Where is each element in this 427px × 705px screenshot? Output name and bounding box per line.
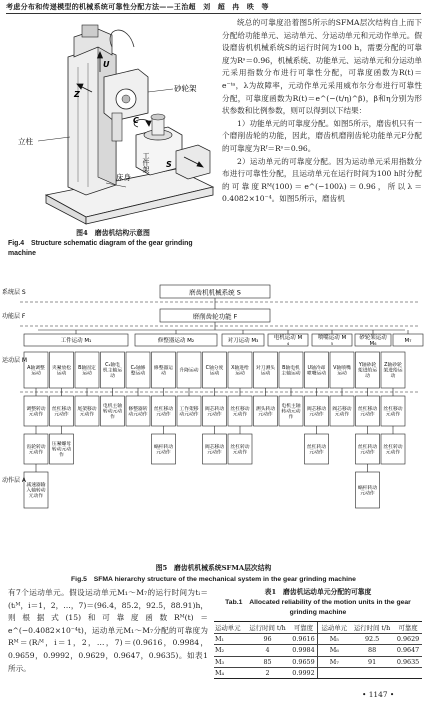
- motion-unit-label: M₇: [404, 337, 412, 344]
- submotion-unit-label: 运动: [260, 371, 271, 377]
- action-unit-label: 测头转动: [255, 406, 276, 412]
- paragraph: 2）运动单元的可靠度分配。因为运动单元采用指数分布进行可靠性分配，且运动单元在运行时间为100 h时分配的可靠度Rᴹ(100)＝e^(−100λ)＝0.96，所以λ＝0.4082×10⁻⁴。如图5所示，磨齿机: [222, 156, 422, 204]
- motion-unit-label: ₄: [286, 341, 290, 348]
- action-unit-label: 元动作: [232, 450, 248, 456]
- function-box-label: 磨削齿轮功能 F: [192, 312, 238, 321]
- sfma-hierarchy-diagram: [0, 282, 427, 562]
- action-unit-label: 动元动作: [179, 412, 199, 418]
- submotion-unit-label: 对刀测头: [255, 365, 276, 371]
- table-cell: 0.9647: [394, 645, 422, 656]
- submotion-unit-label: 动: [161, 371, 166, 377]
- action-unit-label: 元动作: [156, 450, 171, 456]
- table-cell: M₅: [318, 633, 350, 644]
- table-cell: M₃: [214, 656, 246, 667]
- table-cell: 96: [246, 633, 290, 644]
- label-letter-s: S: [166, 160, 172, 169]
- submotion-unit-label: 主轴运动: [281, 371, 301, 377]
- table-header-cell: 可靠度: [394, 621, 422, 633]
- action-unit-label: 作: [110, 415, 115, 421]
- label-grinding-wheel-frame: 砂轮架: [174, 84, 197, 93]
- label-letter-u: U: [103, 60, 110, 69]
- action-unit-label: 减速器输: [26, 483, 46, 489]
- table1-caption-cn: 表1 磨齿机运动单元分配的可靠度: [264, 588, 372, 596]
- action-unit-label: 丝杠转动: [357, 444, 378, 450]
- table-cell: M₆: [318, 645, 350, 656]
- submotion-unit-label: 运动: [82, 371, 92, 377]
- layer-label-motion: 运动层 M: [2, 357, 28, 364]
- running-header: 考虑分布和传递模型的机械系统可靠性分配方法——王治超 刘 超 冉 昳 等: [6, 2, 269, 11]
- layer-label-action: 动作层 A: [2, 477, 27, 484]
- left-column-text: [8, 587, 208, 675]
- action-unit-label: 阀芯转动: [204, 406, 225, 412]
- submotion-unit-label: 机主轴运: [102, 368, 123, 374]
- submotion-unit-label: 喷嘴运动: [306, 371, 327, 377]
- table-header-cell: 运动单元: [214, 621, 246, 633]
- submotion-unit-label: 运动: [209, 371, 220, 377]
- action-unit-label: 阀芯移动: [332, 406, 352, 412]
- table-cell: 92.5: [350, 633, 394, 644]
- motion-unit-label: 修整器运动 M₂: [157, 337, 195, 344]
- submotion-unit-label: C₁轴电: [105, 363, 120, 369]
- motion-unit-label: 砂轮架运动: [359, 334, 387, 341]
- action-unit-label: 元动作: [28, 450, 44, 456]
- submotion-unit-label: Z轴砂轮: [384, 363, 402, 369]
- action-unit-label: 工作架移: [179, 406, 199, 412]
- action-unit-label: 转动元动: [51, 447, 72, 453]
- motion-unit-label: ₅: [330, 341, 334, 348]
- action-unit-label: 元动作: [334, 412, 350, 418]
- action-unit-label: 元动作: [28, 412, 44, 418]
- action-unit-label: 丝杠移动: [153, 406, 174, 412]
- action-unit-label: 元动作: [385, 412, 401, 418]
- table-cell: 0.9984: [290, 645, 318, 656]
- table-header-row: [214, 621, 422, 633]
- submotion-unit-label: 架进给运: [357, 368, 378, 374]
- table-cell: 91: [350, 656, 394, 667]
- table-cell: M₇: [318, 656, 350, 667]
- submotion-unit-label: 动: [365, 374, 370, 380]
- action-unit-label: 元动作: [309, 412, 324, 418]
- table-cell: [318, 668, 350, 679]
- page-number: • 1147 •: [362, 690, 395, 699]
- action-unit-label: 元动作: [79, 412, 95, 418]
- table-cell: 85: [246, 656, 290, 667]
- label-workpiece-frame: 工件架: [142, 152, 150, 173]
- action-unit-label: 丝杠转动: [383, 444, 403, 450]
- submotion-unit-label: 运动: [235, 371, 245, 377]
- action-unit-label: 元动作: [156, 412, 171, 418]
- submotion-unit-label: 运动: [337, 371, 347, 377]
- layer-label-system: 系统层 S: [2, 289, 26, 296]
- paragraph: 1）功能单元的可靠度分配。如图5所示，磨齿机只有一个磨削齿轮的功能，因此，磨齿机磨削齿轮功能单元F分配的可靠度为Rᶠ＝Rˢ＝0.96。: [222, 118, 422, 153]
- layer-label-function: 功能层 F: [2, 313, 26, 320]
- figure5-caption-en: Fig.5 SFMA hierarchy structure of the mechanical system in the gear grinding machine: [71, 576, 356, 583]
- action-unit-label: 阀芯移动: [204, 444, 225, 450]
- action-unit-label: 元动作: [309, 450, 324, 456]
- submotion-unit-label: 动: [390, 374, 396, 380]
- label-bed: 床身: [116, 173, 131, 182]
- figure5-caption-cn: 图5 磨齿机机械系统SFMA层次结构: [155, 564, 272, 572]
- submotion-unit-label: A轴调整: [27, 365, 45, 371]
- table-header-cell: 运动单元: [318, 621, 350, 633]
- action-unit-label: 动元动作: [128, 412, 148, 418]
- action-unit-label: 丝杠移动: [230, 406, 250, 412]
- submotion-unit-label: V轴喷嘴: [333, 365, 351, 371]
- action-unit-label: 元动作: [360, 412, 375, 418]
- table1-caption-en: Tab.1 Allocated reliability of the motion units in the gear grinding machine: [225, 598, 411, 616]
- table-cell: 2: [246, 668, 290, 679]
- action-unit-label: 蜗杆转动: [153, 444, 174, 450]
- table-header-cell: 可靠度: [290, 621, 318, 633]
- motion-unit-label: M₆: [369, 341, 377, 348]
- action-unit-label: 元动作: [360, 491, 375, 497]
- action-unit-label: 入轴转动: [26, 488, 46, 494]
- table-cell: 4: [246, 645, 290, 656]
- action-unit-label: 作: [59, 453, 64, 459]
- action-unit-label: 丝杠移动: [51, 406, 72, 412]
- action-unit-label: 元动作: [360, 450, 375, 456]
- action-unit-label: 元动作: [385, 450, 401, 456]
- reliability-table: [214, 621, 422, 680]
- table-cell: 0.9659: [290, 656, 318, 667]
- action-unit-label: 调整转动: [26, 406, 46, 412]
- submotion-unit-label: X轴进给: [231, 365, 249, 371]
- table1-caption: [214, 587, 422, 619]
- action-unit-label: 元动作: [28, 494, 44, 500]
- action-unit-label: 丝杠移动: [357, 406, 378, 412]
- action-unit-label: 转动元动: [102, 409, 123, 415]
- table-row: [214, 668, 422, 679]
- action-unit-label: 齿轮转动: [26, 444, 46, 450]
- label-letter-z: Z: [74, 90, 80, 99]
- table-cell: [394, 668, 422, 679]
- action-unit-label: 丝杠移动: [383, 406, 403, 412]
- action-unit-label: 丝杠转动: [230, 444, 250, 450]
- table-cell: 88: [350, 645, 394, 656]
- motion-unit-label: 喷嘴运动 M: [317, 334, 347, 341]
- submotion-unit-label: 动: [110, 374, 115, 380]
- submotion-unit-label: 架进给运: [383, 368, 403, 374]
- action-unit-label: 尾架移动: [77, 406, 97, 412]
- action-unit-label: 转动元动: [281, 409, 301, 415]
- submotion-unit-label: 夹紧放松: [51, 365, 72, 371]
- submotion-unit-label: 运动: [56, 371, 67, 377]
- action-unit-label: 电机主轴: [281, 404, 301, 410]
- table-cell: M₁: [214, 633, 246, 644]
- gear-grinding-machine-drawing: [8, 17, 218, 227]
- figure4-caption-cn: 图4 磨齿机结构示意图: [76, 229, 150, 237]
- right-column-text: [222, 17, 422, 206]
- table-row: [214, 645, 422, 656]
- table-cell: 0.9629: [394, 633, 422, 644]
- table-header-cell: 运行时间 t/h: [246, 621, 290, 633]
- action-unit-label: 元动作: [232, 412, 248, 418]
- submotion-unit-label: U轴冷却: [307, 365, 326, 371]
- table-cell: [350, 668, 394, 679]
- table-cell: M₄: [214, 668, 246, 679]
- action-unit-label: 丝杠转动: [306, 444, 327, 450]
- submotion-unit-label: 修整器运: [153, 365, 174, 371]
- figure4-caption: [8, 228, 218, 260]
- header-rule: [6, 13, 421, 14]
- action-unit-label: 作: [288, 415, 294, 421]
- action-unit-label: 元动作: [54, 412, 69, 418]
- action-unit-label: 元动作: [207, 450, 222, 456]
- paragraph: 有7个运动单元。假设运动单元M₁～M₇的运行时间为tᵢ＝(tᵢᴹ，i＝1，2，…，7)＝(96.4，85.2，92.5，88.91)h，则根据式(15)和可靠度函数Rᴹ(t)＝e^(−0.4082×10⁻⁴t)，运动单元M₁～M₇分配的可靠度为Rᴹ＝(Rᵢᴹ，i＝1，2，…，7)＝(0.9616，0.9984，0.9659，0.9992，0.9629，0.9647，0.9635)。如表1所示。: [8, 588, 208, 673]
- figure5-caption: [0, 562, 427, 586]
- table-cell: M₂: [214, 645, 246, 656]
- table-cell: 0.9616: [290, 633, 318, 644]
- action-unit-label: 蜗杆转动: [357, 485, 378, 491]
- action-unit-label: 压紧螺母: [51, 442, 72, 448]
- motion-unit-label: 对刀运动 M₃: [227, 337, 259, 344]
- action-unit-label: 元动作: [258, 412, 273, 418]
- submotion-unit-label: B轴电机: [282, 365, 300, 371]
- table-cell: 0.9992: [290, 668, 318, 679]
- paragraph: 统总的可靠度沿着图5所示的SFMA层次结构自上而下分配给功能单元、运动单元、分运动单元和元动作单元。假设磨齿机机械系统S的运行时间为100 h，需要分配的可靠度为Rˢ＝0.96，机械系统、功能单元、运动单元和分运动单元采用指数分布进行可靠性分配，可靠度函数为R(t)＝e⁻ᵗᵃ，λ为故障率，元动作单元采用威布尔分布进行可靠性分配，可靠度函数为R(t)＝e^(−(t/η)^β)，β和η分别为形状参数和比例参数，则可以得到以下结果：: [222, 18, 422, 116]
- submotion-unit-label: C₂轴修: [130, 365, 146, 371]
- submotion-unit-label: 运动: [31, 371, 41, 377]
- table1: [214, 587, 422, 679]
- motion-unit-label: 工件运动 M₁: [60, 337, 92, 344]
- action-unit-label: 修整器转: [128, 406, 148, 412]
- figure4-caption-en: Fig.4 Structure schematic diagram of the gear grinding machine: [8, 239, 193, 257]
- label-letter-c: C: [133, 116, 139, 125]
- submotion-unit-label: C轴分度: [205, 365, 224, 371]
- table-cell: 0.9635: [394, 656, 422, 667]
- action-unit-label: 阀芯移动: [306, 406, 327, 412]
- action-unit-label: 电机主轴: [102, 404, 123, 410]
- submotion-unit-label: B轴固定: [78, 365, 96, 371]
- submotion-unit-label: 升降运动: [179, 368, 199, 374]
- table-row: [214, 633, 422, 644]
- submotion-unit-label: Y轴砂轮: [358, 363, 377, 369]
- system-box-label: 磨齿机机械系统 S: [189, 288, 241, 297]
- label-column: 立柱: [18, 137, 33, 146]
- table-header-cell: 运行时间 t/h: [350, 621, 394, 633]
- table-row: [214, 656, 422, 667]
- action-unit-label: 元动作: [207, 412, 222, 418]
- motion-unit-label: 电机运动 M: [273, 334, 303, 341]
- submotion-unit-label: 整运动: [130, 371, 146, 377]
